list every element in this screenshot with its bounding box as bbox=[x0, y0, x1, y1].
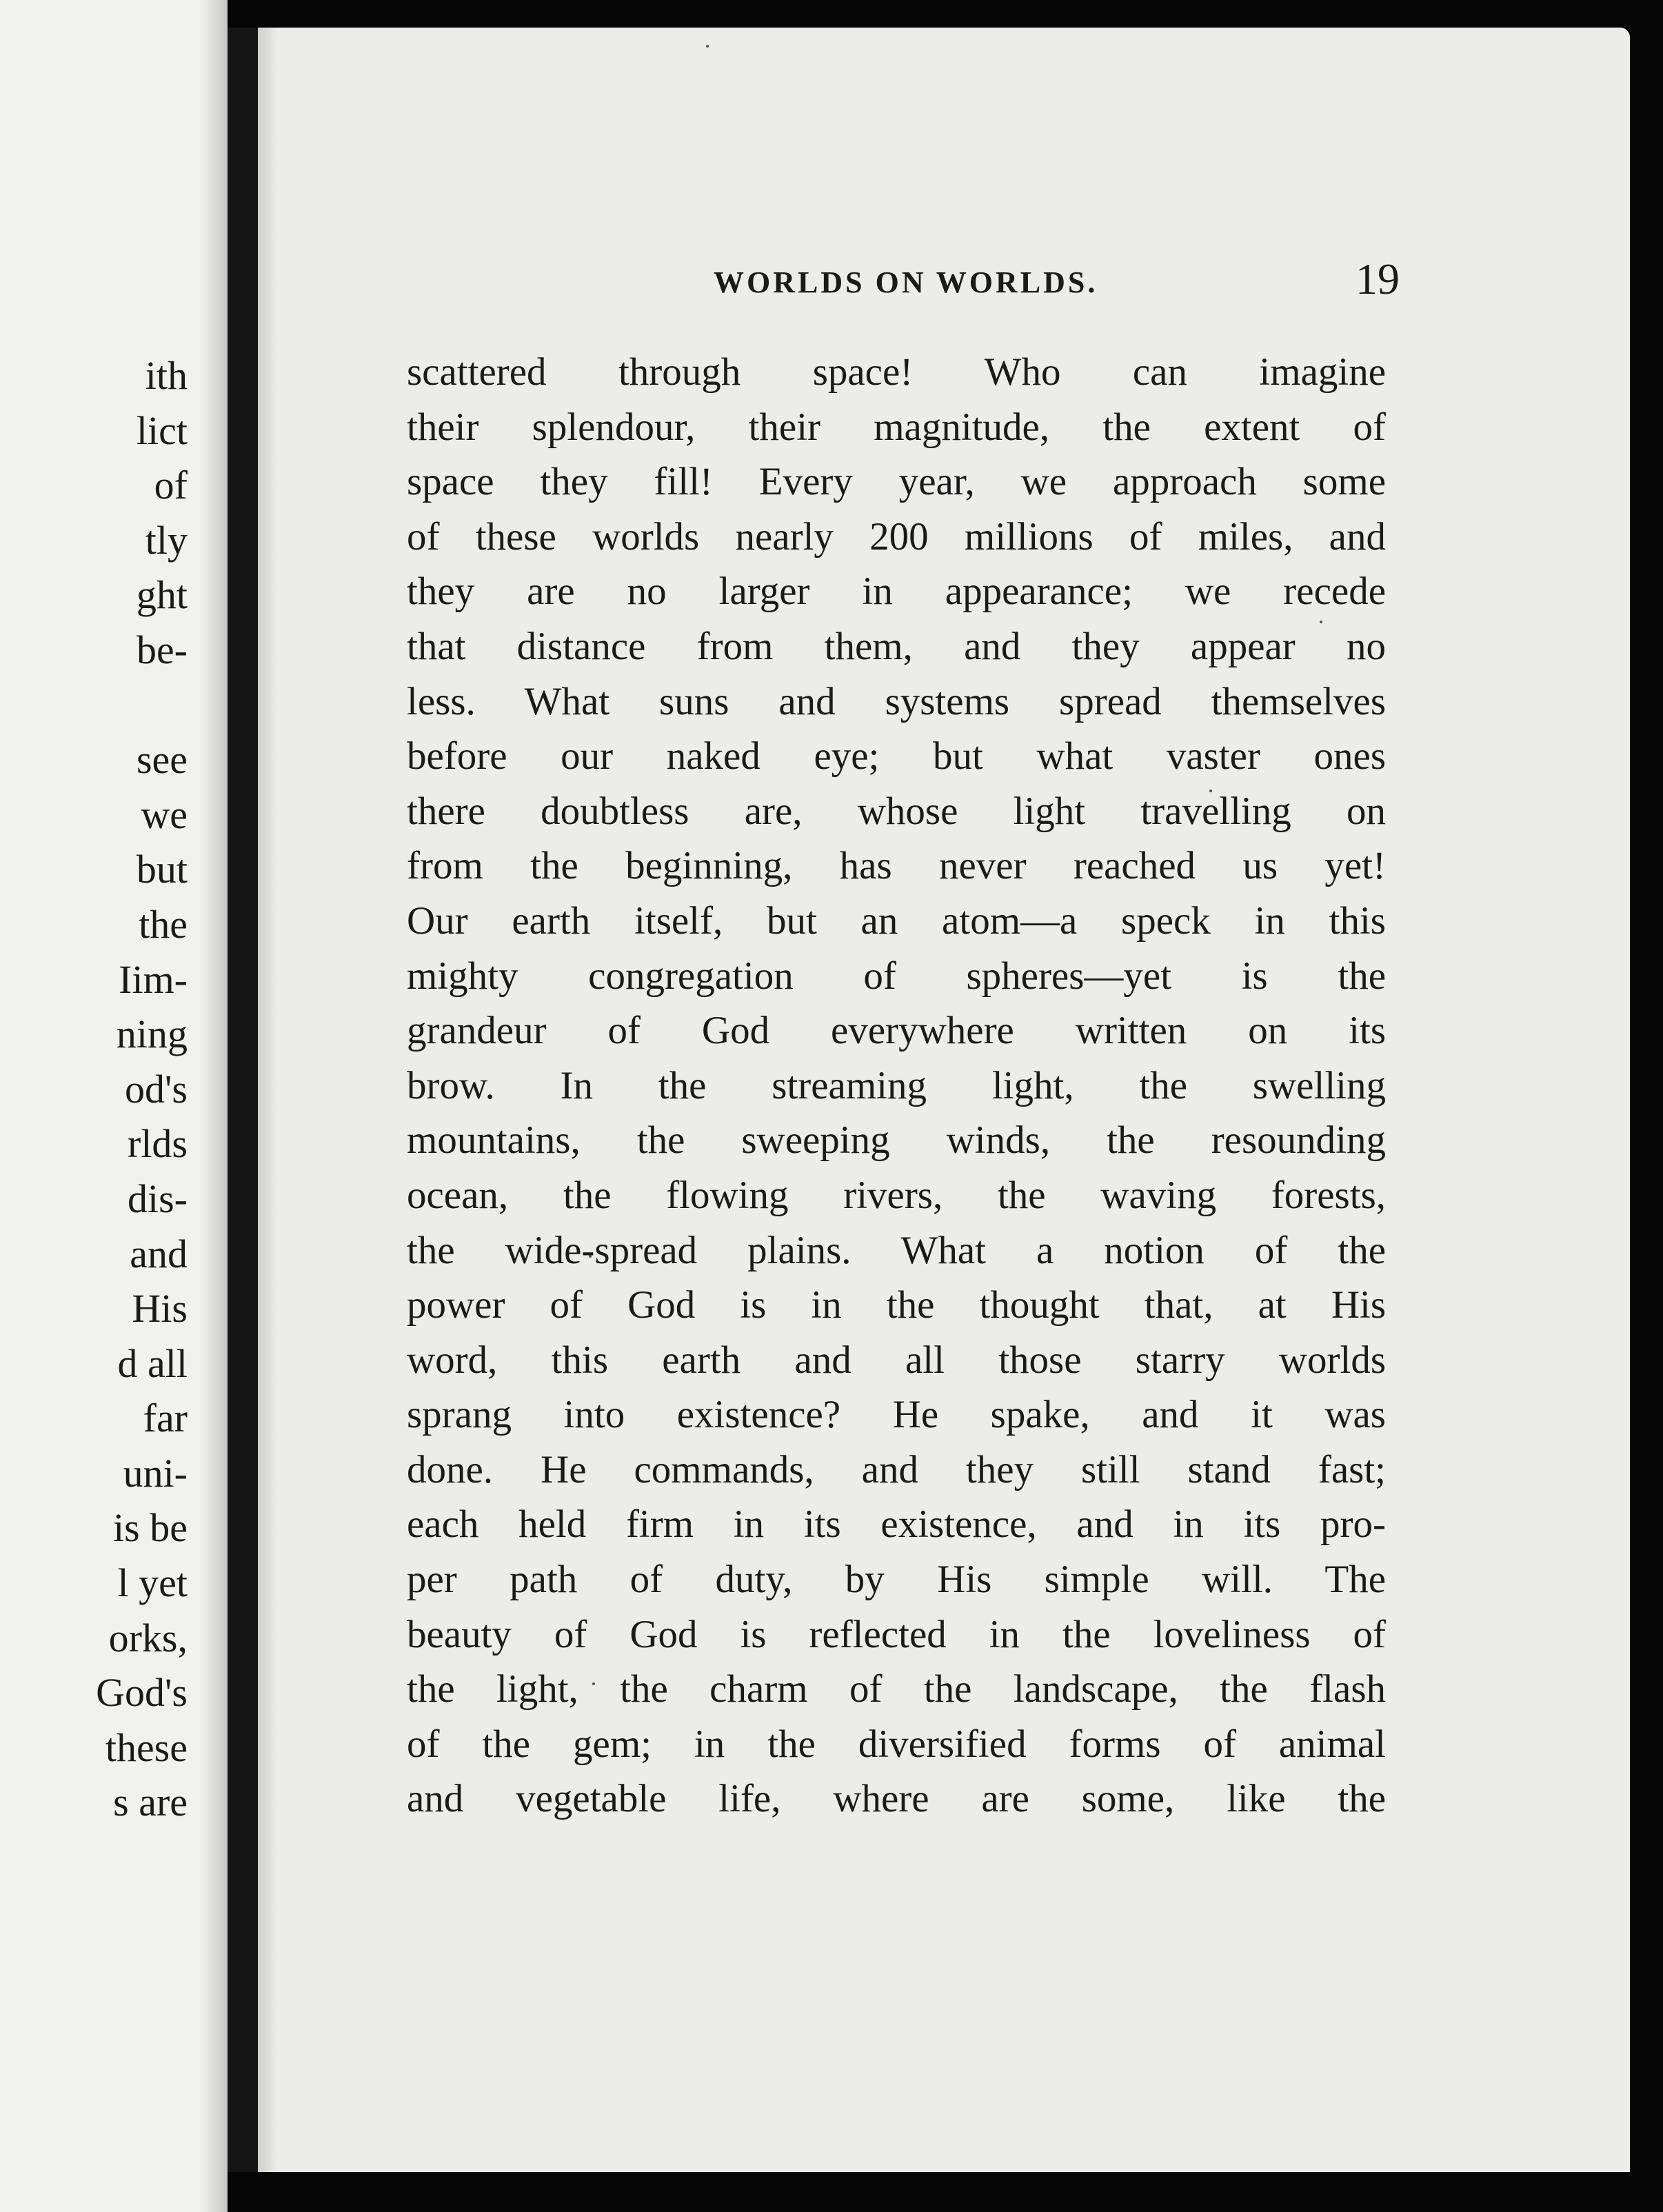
facing-page-line-fragment: the bbox=[139, 901, 188, 947]
text-line: of the gem; in the diversified forms of animal bbox=[407, 1722, 1386, 1766]
text-line: scattered through space! Who can imagine bbox=[407, 350, 1386, 394]
gutter-shadow bbox=[200, 0, 228, 2212]
text-line: power of God is in the thought that, at His bbox=[407, 1283, 1386, 1327]
facing-page-line-fragment: lict bbox=[136, 408, 188, 453]
facing-page-line-fragment: dis- bbox=[128, 1176, 188, 1221]
facing-page-line-fragment: l yet bbox=[117, 1560, 188, 1606]
facing-page-line-fragment: is be bbox=[113, 1505, 188, 1551]
facing-page-line-fragment: ith bbox=[145, 353, 188, 398]
page-edge-shadow bbox=[258, 28, 279, 2172]
facing-page-line-fragment: and bbox=[130, 1231, 188, 1276]
facing-page-line-fragment: d all bbox=[117, 1340, 188, 1386]
facing-page-line-fragment: be- bbox=[136, 627, 188, 672]
facing-page-line-fragment: but bbox=[136, 847, 188, 892]
text-line: the light, the charm of the landscape, the flash bbox=[407, 1667, 1386, 1711]
text-line: and vegetable life, where are some, like the bbox=[407, 1777, 1386, 1821]
facing-page-line-fragment: His bbox=[132, 1286, 188, 1331]
text-line: ocean, the flowing rivers, the waving forests, bbox=[407, 1173, 1386, 1217]
facing-page-line-fragment: far bbox=[143, 1396, 188, 1441]
dust-speck bbox=[706, 45, 709, 48]
page-number: 19 bbox=[1355, 254, 1400, 303]
text-line: from the beginning, has never reached us yet! bbox=[407, 844, 1386, 888]
facing-page-line-fragment: orks, bbox=[108, 1615, 188, 1660]
facing-page-line-fragment: rlds bbox=[128, 1121, 188, 1167]
facing-page-line-fragment: see bbox=[136, 737, 188, 783]
facing-page-line-fragment: we bbox=[141, 792, 188, 837]
text-line: there doubtless are, whose light travelling on bbox=[407, 789, 1386, 833]
facing-page-line-fragment: s are bbox=[113, 1780, 188, 1825]
running-title: WORLDS ON WORLDS. bbox=[714, 265, 1098, 299]
text-line: that distance from them, and they appear no bbox=[407, 624, 1386, 668]
facing-page-line-fragment: Iim- bbox=[119, 956, 188, 1002]
text-line: sprang into existence? He spake, and it was bbox=[407, 1393, 1386, 1437]
running-head bbox=[455, 248, 1400, 310]
text-line: word, this earth and all those starry worlds bbox=[407, 1338, 1386, 1382]
facing-page-text bbox=[96, 348, 188, 1830]
facing-page-line-fragment bbox=[96, 678, 188, 733]
text-line: mighty congregation of spheres—yet is the bbox=[407, 954, 1386, 998]
facing-page-line-fragment: ght bbox=[136, 572, 188, 618]
book-spine bbox=[228, 28, 258, 2172]
facing-page-line-fragment: these bbox=[105, 1725, 188, 1770]
text-line: each held firm in its existence, and in its pro- bbox=[407, 1502, 1386, 1547]
facing-page-line-fragment: uni- bbox=[123, 1450, 188, 1496]
text-line: Our earth itself, but an atom—a speck in this bbox=[407, 898, 1386, 943]
text-line: of these worlds nearly 200 millions of miles, and bbox=[407, 514, 1386, 559]
text-line: beauty of God is reflected in the loveliness of bbox=[407, 1612, 1386, 1656]
facing-page-line-fragment: tly bbox=[145, 517, 188, 563]
facing-page-line-fragment: ning bbox=[116, 1012, 188, 1057]
text-line: space they fill! Every year, we approach some bbox=[407, 460, 1386, 504]
facing-page-left bbox=[0, 0, 228, 2212]
facing-page-line-fragment: God's bbox=[96, 1670, 188, 1716]
text-line: done. He commands, and they still stand fast; bbox=[407, 1447, 1386, 1491]
text-line: less. What suns and systems spread themselves bbox=[407, 679, 1386, 723]
facing-page-line-fragment: of bbox=[154, 463, 188, 508]
text-line: the wide-spread plains. What a notion of the bbox=[407, 1228, 1386, 1272]
text-line: mountains, the sweeping winds, the resounding bbox=[407, 1118, 1386, 1163]
facing-page-line-fragment: od's bbox=[124, 1066, 188, 1112]
text-line: per path of duty, by His simple will. The bbox=[407, 1558, 1386, 1602]
text-line: before our naked eye; but what vaster ones bbox=[407, 734, 1386, 778]
text-line: they are no larger in appearance; we recede bbox=[407, 570, 1386, 614]
text-line: their splendour, their magnitude, the extent of bbox=[407, 405, 1386, 449]
text-line: brow. In the streaming light, the swelling bbox=[407, 1063, 1386, 1107]
body-text bbox=[407, 345, 1386, 1827]
text-line: grandeur of God everywhere written on its bbox=[407, 1009, 1386, 1053]
